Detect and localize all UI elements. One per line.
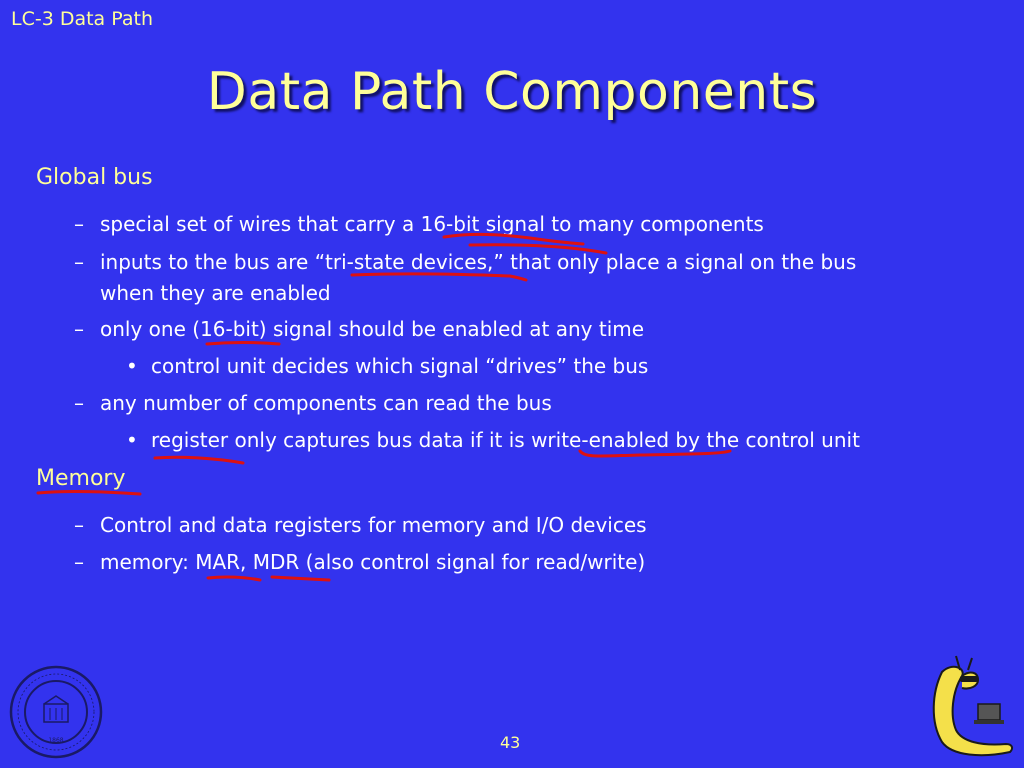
page-number: 43 [500, 733, 521, 752]
underline-register [155, 457, 243, 463]
section-heading-global-bus: Global bus [36, 165, 153, 190]
dash-marker: – [74, 391, 84, 415]
banana-slug-mascot [922, 652, 1018, 762]
underline-memory [38, 491, 140, 494]
bullet-text: only one (16-bit) signal should be enabled at any time [100, 317, 645, 341]
bullet-text: special set of wires that carry a 16-bit signal to many components [100, 212, 764, 236]
slide-title: Data Path Components [206, 62, 818, 122]
bullet-text: memory: MAR, MDR (also control signal for read/write) [100, 550, 646, 574]
dash-marker: – [74, 513, 84, 537]
dash-marker: – [74, 550, 84, 574]
bullet-text: Control and data registers for memory and I/O devices [100, 513, 647, 537]
svg-text:1868: 1868 [48, 737, 64, 744]
bullet-text-continued: when they are enabled [100, 281, 331, 305]
dot-marker: • [126, 354, 138, 378]
underline-mdr [272, 577, 329, 580]
bullet-text: any number of components can read the bus [100, 391, 552, 415]
dot-marker: • [126, 428, 138, 452]
bullet-text: inputs to the bus are “tri-state devices,” that only place a signal on the bus [100, 250, 857, 274]
university-seal-logo [8, 664, 104, 760]
dash-marker: – [74, 317, 84, 341]
sub-bullet-text: register only captures bus data if it is write-enabled by the control unit [151, 428, 860, 452]
dash-marker: – [74, 212, 84, 236]
section-heading-memory: Memory [36, 466, 126, 491]
slide-header: LC-3 Data Path [11, 8, 153, 30]
underline-16-bit-second [207, 343, 279, 345]
underline-mar [208, 577, 260, 580]
sub-bullet-text: control unit decides which signal “drives” the bus [151, 354, 649, 378]
dash-marker: – [74, 250, 84, 274]
underline-tri-state [352, 274, 526, 280]
